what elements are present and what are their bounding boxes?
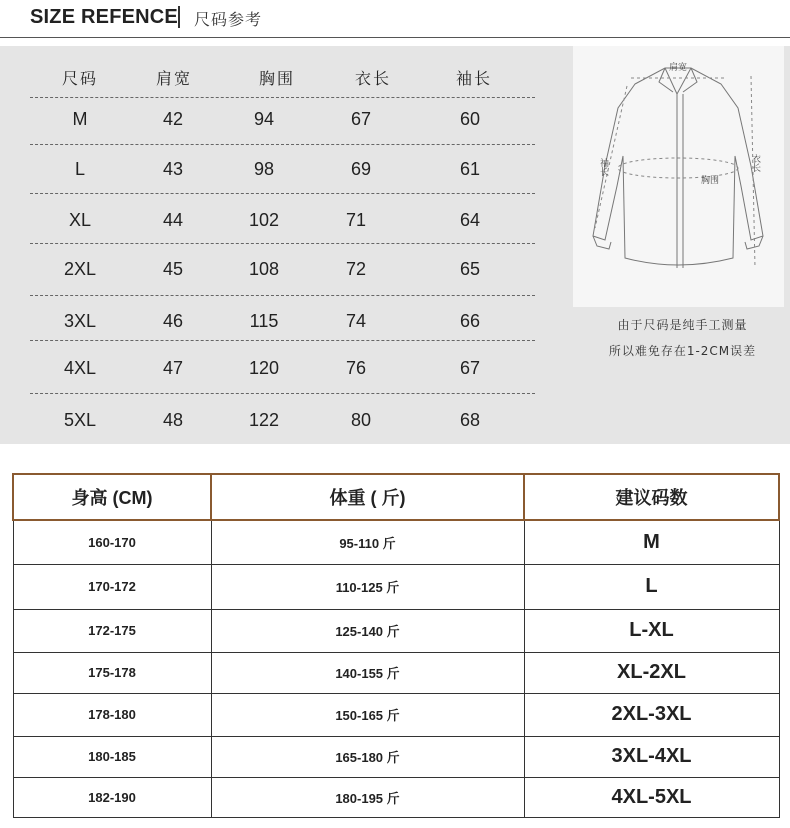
weight-cell: 140-155 斤 xyxy=(211,652,524,693)
chest-cell: 94 xyxy=(253,109,275,129)
table-row xyxy=(13,693,779,736)
chest-cell: 108 xyxy=(248,259,280,279)
length-cell: 74 xyxy=(345,311,367,331)
size-cell: M xyxy=(72,109,88,129)
size-cell: 2XL xyxy=(63,259,97,279)
weight-cell: 165-180 斤 xyxy=(211,736,524,777)
chest-label: 胸围 xyxy=(701,176,720,186)
height-cell: 170-172 xyxy=(13,564,211,609)
weight-cell: 95-110 斤 xyxy=(211,520,524,564)
sleeve-cell: 65 xyxy=(459,259,481,279)
sleeve-cell: 67 xyxy=(459,358,481,378)
recommend-header-row xyxy=(13,474,779,520)
table-row xyxy=(13,609,779,652)
col-weight-header: 体重 ( 斤) xyxy=(211,474,524,520)
size-cell: XL xyxy=(68,210,92,230)
chest-cell: 98 xyxy=(253,159,275,179)
col-shoulder-header: 肩宽 xyxy=(155,69,193,88)
measurement-note-line2: 所以难免存在1-2CM误差 xyxy=(608,344,757,358)
page-subtitle: 尺码参考 xyxy=(194,10,263,29)
shoulder-cell: 43 xyxy=(162,159,184,179)
size-cell: L xyxy=(74,159,86,179)
height-cell: 182-190 xyxy=(13,777,211,817)
weight-cell: 150-165 斤 xyxy=(211,693,524,736)
length-cell: 67 xyxy=(350,109,372,129)
suggest-cell: 2XL-3XL xyxy=(524,693,779,736)
col-size-header: 尺码 xyxy=(61,69,99,88)
height-cell: 178-180 xyxy=(13,693,211,736)
row-divider xyxy=(30,295,535,296)
col-suggest-header: 建议码数 xyxy=(524,474,779,520)
shirt-illustration xyxy=(573,46,784,307)
table-row xyxy=(13,736,779,777)
size-cell: 5XL xyxy=(63,410,97,430)
suggest-cell: L-XL xyxy=(524,609,779,652)
length-label: 衣长 xyxy=(750,154,760,172)
length-cell: 76 xyxy=(345,358,367,378)
weight-cell: 110-125 斤 xyxy=(211,564,524,609)
suggest-cell: 3XL-4XL xyxy=(524,736,779,777)
height-cell: 180-185 xyxy=(13,736,211,777)
row-divider xyxy=(30,243,535,244)
sleeve-label: 袖长 xyxy=(598,158,608,176)
length-cell: 80 xyxy=(350,410,372,430)
table-row xyxy=(13,652,779,693)
suggest-cell: 4XL-5XL xyxy=(524,777,779,817)
col-chest-header: 胸围 xyxy=(258,69,296,88)
col-length-header: 衣长 xyxy=(354,69,392,88)
shoulder-cell: 47 xyxy=(162,358,184,378)
sleeve-cell: 61 xyxy=(459,159,481,179)
measurement-note-line1: 由于尺码是纯手工测量 xyxy=(617,318,748,332)
suggest-cell: M xyxy=(524,520,779,564)
chest-cell: 115 xyxy=(249,311,279,331)
size-panel xyxy=(0,46,790,444)
header-rule xyxy=(0,37,790,38)
length-cell: 71 xyxy=(345,210,367,230)
chest-cell: 122 xyxy=(248,410,280,430)
suggest-cell: L xyxy=(524,564,779,609)
shoulder-cell: 46 xyxy=(162,311,184,331)
row-divider xyxy=(30,340,535,341)
shoulder-cell: 44 xyxy=(162,210,184,230)
table-row xyxy=(13,777,779,817)
sleeve-cell: 60 xyxy=(459,109,481,129)
title-separator xyxy=(178,6,180,28)
size-cell: 4XL xyxy=(63,358,97,378)
shoulder-cell: 48 xyxy=(162,410,184,430)
chest-cell: 120 xyxy=(248,358,280,378)
table-row xyxy=(13,520,779,564)
height-cell: 172-175 xyxy=(13,609,211,652)
row-divider xyxy=(30,144,535,145)
shoulder-cell: 45 xyxy=(162,259,184,279)
height-cell: 160-170 xyxy=(13,520,211,564)
sleeve-cell: 66 xyxy=(459,311,481,331)
height-cell: 175-178 xyxy=(13,652,211,693)
size-cell: 3XL xyxy=(63,311,97,331)
length-cell: 69 xyxy=(350,159,372,179)
page-header xyxy=(0,0,790,38)
row-divider xyxy=(30,193,535,194)
page-title: SIZE REFENCE xyxy=(30,6,178,28)
shoulder-cell: 42 xyxy=(162,109,184,129)
weight-cell: 125-140 斤 xyxy=(211,609,524,652)
size-table xyxy=(0,46,560,444)
weight-cell: 180-195 斤 xyxy=(211,777,524,817)
row-divider xyxy=(30,393,535,394)
sleeve-cell: 68 xyxy=(459,410,481,430)
shirt-drawing xyxy=(573,46,784,307)
recommend-table xyxy=(12,473,780,818)
chest-cell: 102 xyxy=(248,210,280,230)
length-cell: 72 xyxy=(345,259,367,279)
suggest-cell: XL-2XL xyxy=(524,652,779,693)
col-height-header: 身高 (CM) xyxy=(13,474,211,520)
table-row xyxy=(13,564,779,609)
shoulder-label: 肩宽 xyxy=(668,63,688,73)
row-divider xyxy=(30,97,535,98)
col-sleeve-header: 袖长 xyxy=(455,69,493,88)
sleeve-cell: 64 xyxy=(459,210,481,230)
